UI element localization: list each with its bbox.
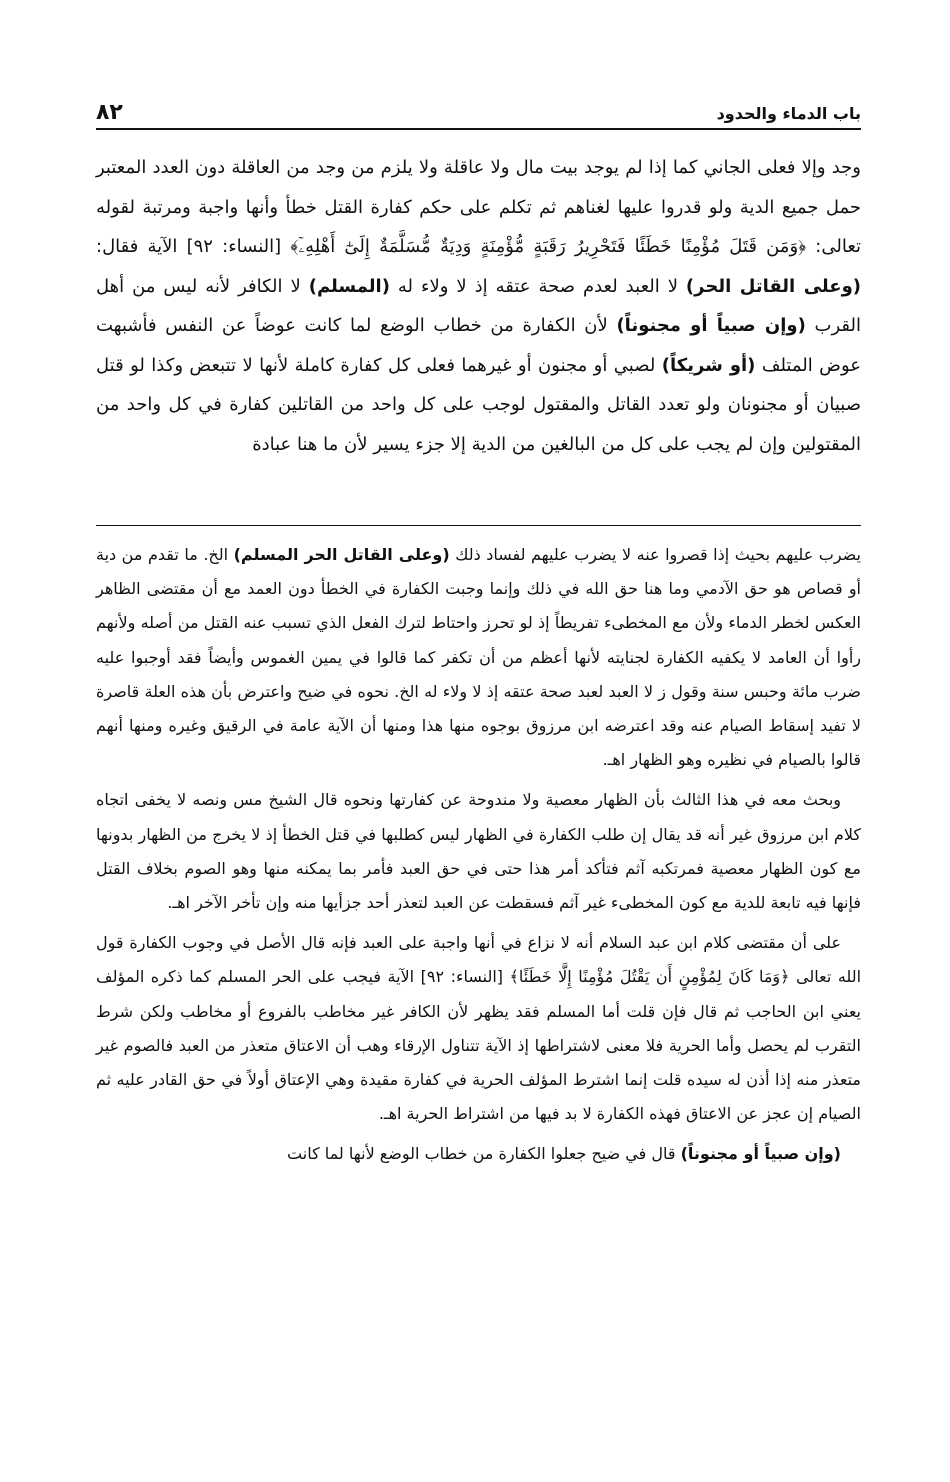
commentary-paragraph: وبحث معه في هذا الثالث بأن الظهار معصية ولا مندوحة عن كفارتها ونحوه قال الشيخ مس ونصه لا يخفى اتجاه كلام ابن مرزوق غير أنه قد يقال إن طلب الكفارة في الظهار ليس كطلبها في قتل الخطأ إذ لا يخرج من الظهار بدونها مع كون الظهار معصية فمرتكبه آثم فتأكد أمر هذا حتى في حق العبد فأمر بما يمكنه منها وهو الصوم بخلاف القتل فإنها فيه تابعة للدية مع كون المخطىء غير آثم فسقطت عن العبد لتعذر أحد جزأيها منه وإن تأخر الآخر اهـ.: [96, 790, 861, 913]
commentary-segment: [النساء: ٩٢] الآية فيجب على الحر المسلم كما ذكره المؤلف يعني ابن الحاجب ثم قال فإن قلت أما المسلم فقد يظهر لأن الكافر غير مخاطب بالفروع أو مخاطب ولكن شرط التقرب لم يحصل وأما الحرية فلا معنى لاشتراطها إذ الآية تتناول الإرقاء وهب أن الاعتاق متعذر من العبد فالصوم غير متعذر منه إذا أذن له سيده قلت إنما اشترط المؤلف الحرية في كفارة مقيدة وهي الإعتاق أولاً في حق القادر عليه ثم الصيام إن عجز عن الاعتاق فهذه الكفارة لا بد فيها من اشتراط الحرية اهـ.: [96, 967, 861, 1124]
main-text-segment: لصبي أو مجنون أو غيرهما فعلى كل كفارة كاملة لأنها لا تتبعض وكذا لو قتل صبيان أو مجنونان ولو تعدد القاتل والمقتول لوجب على كل واحد من القاتلين كفارة في كل واحد من المقتولين وإن لم يجب على كل من البالغين من الدية إلا جزء يسير لأن ما هنا عبادة: [96, 354, 861, 455]
page-header: [96, 96, 861, 130]
commentary-paragraph: [96, 538, 861, 777]
commentary-text: [96, 538, 861, 1178]
main-text-segment: لا الكافر لأنه ليس من أهل القرب: [96, 275, 861, 336]
quran-verse: ﴿وَمَا كَانَ لِمُؤْمِنٍ أَن يَقْتُلَ مُؤْمِنًا إِلَّا خَطَئًا﴾: [509, 967, 790, 987]
commentary-bold-phrase: (وإن صبياً أو مجنوناً): [680, 1144, 841, 1164]
main-text-segment: لأن الكفارة من خطاب الوضع لما كانت عوضاً عن النفس فأشبهت عوض المتلف: [96, 315, 861, 376]
main-text: [96, 148, 861, 464]
footnote-divider: [96, 525, 861, 526]
commentary-paragraph: [96, 1137, 861, 1171]
matn-bold-phrase: (وإن صبياً أو مجنوناً): [616, 315, 806, 336]
main-paragraph: [96, 148, 861, 464]
main-text-segment: [النساء: ٩٢] الآية فقال:: [96, 236, 291, 257]
page-number: ٨٢: [96, 100, 123, 125]
commentary-segment: الخ. ما تقدم من دية أو قصاص هو حق الآدمي وما هنا حق الله في ذلك وإنما وجبت الكفارة في الخطأ دون العمد مع أن مقتضى الظاهر العكس لخطر الدماء ولأن مع المخطىء تفريطاً إذ لو تحرز واحتاط لترك الفعل الذي تسبب عنه القتل من أصله ولأنهم رأوا أن العامد لا يكفيه الكفارة لجنايته لأنها أعظم من أن تكفر كما قالوا في يمين الغموس وأيضاً فقد أوجبوا عليه ضرب مائة وحبس سنة وقول ز لا العبد لعبد صحة عتقه إذ لا ولاء له الخ. نحوه في ضيح واعترض بأن هذه العلة قاصرة لا تفيد إسقاط الصيام عنه وقد اعترضه ابن مرزوق بوجوه منها هذا ومنها أن الآية عامة في الرقيق وغيره ومنها أنهم قالوا بالصيام في نظيره وهو الظهار اهـ.: [96, 545, 861, 770]
matn-bold-phrase: (وعلى القاتل الحر): [685, 275, 861, 297]
quran-verse: ﴿وَمَن قَتَلَ مُؤْمِنًا خَطَئًا فَتَحْرِيرُ رَقَبَةٍ مُّؤْمِنَةٍ وَدِيَةٌ مُّسَلَّمَةٌ إِلَىٰٓ أَهْلِهِۦٓ﴾: [290, 236, 807, 257]
matn-bold-phrase: (أو شريكاً): [661, 354, 756, 376]
commentary-segment: على أن مقتضى كلام ابن عبد السلام أنه لا نزاع في أنها واجبة على العبد فإنه قال الأصل في وجوب الكفارة قول الله تعالى: [96, 933, 862, 987]
running-title: باب الدماء والحدود: [716, 104, 861, 123]
commentary-segment: قال في ضيح جعلوا الكفارة من خطاب الوضع لأنها لما كانت: [287, 1144, 681, 1164]
commentary-segment: يضرب عليهم بحيث إذا قصروا عنه لا يضرب عليهم لفساد ذلك: [449, 545, 861, 564]
matn-bold-phrase: (المسلم): [308, 275, 390, 297]
main-text-segment: وجد وإلا فعلى الجاني كما إذا لم يوجد بيت مال ولا عاقلة ولا يلزم من وجد من العاقلة دون العدد المعتبر حمل جميع الدية ولو قدروا عليها لغناهم ثم تكلم على حكم كفارة القتل خطأ وأنها واجبة ومرتبة لقوله تعالى:: [96, 157, 862, 257]
commentary-paragraph: [96, 926, 861, 1131]
commentary-bold-phrase: (وعلى القاتل الحر المسلم): [233, 545, 450, 564]
main-text-segment: لا العبد لعدم صحة عتقه إذ لا ولاء له: [389, 275, 686, 297]
